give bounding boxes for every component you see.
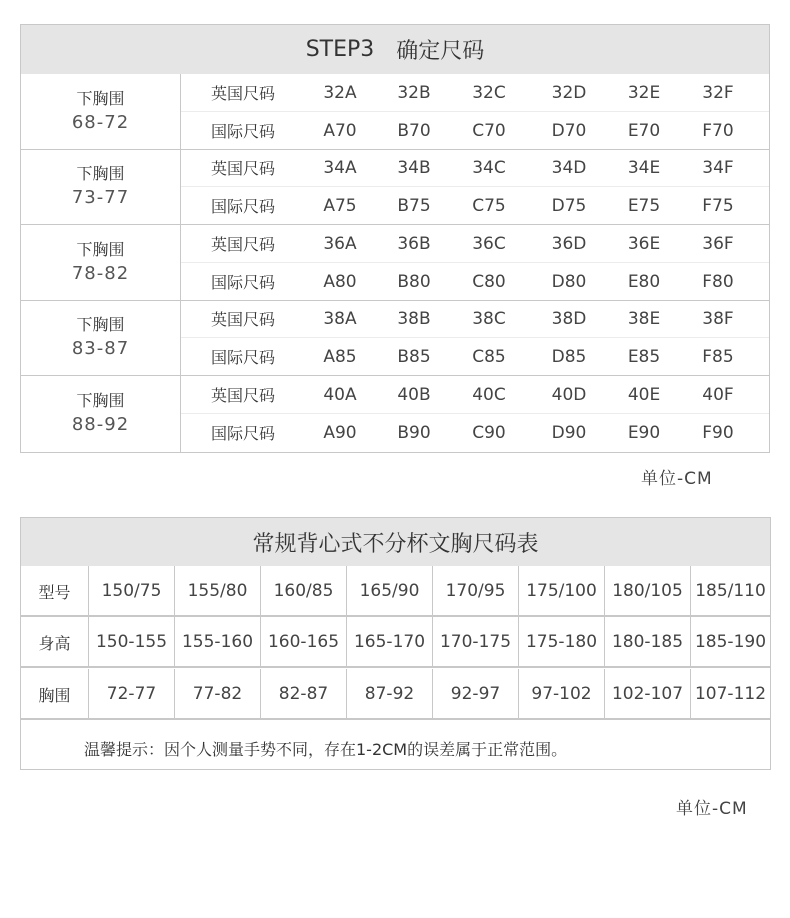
unit-label-2: 单位-CM: [676, 799, 748, 819]
size-cell: 34C: [472, 157, 506, 178]
size-cell: D70: [551, 120, 587, 141]
uk-size-row: [181, 376, 769, 413]
size-cell: C70: [472, 120, 506, 141]
size-cell: 38A: [323, 308, 357, 329]
size-cell: 40A: [323, 384, 357, 405]
vest-size-cell: 107-112: [694, 684, 767, 704]
uk-size-row: [181, 74, 769, 111]
vest-size-cell: 155/80: [175, 566, 261, 616]
size-cell: 34E: [627, 157, 661, 178]
vest-size-cell: 185/110: [695, 581, 766, 601]
under-bust-cell: [21, 225, 181, 301]
size-group: [21, 149, 769, 225]
size-cell: 34B: [397, 157, 431, 178]
vest-size-cell: 185-190: [694, 632, 767, 652]
under-bust-cell: [21, 376, 181, 452]
size-cell: F85: [702, 346, 734, 367]
size-cell: 34D: [551, 157, 587, 178]
size-system-label: 英国尺码: [211, 235, 276, 254]
vest-bra-size-table: [20, 517, 771, 770]
under-bust-range: 78-82: [71, 263, 130, 284]
size-cell: A90: [323, 422, 357, 443]
size-cell: C75: [472, 195, 506, 216]
step-title: 确定尺码: [396, 39, 485, 64]
size-cell: E70: [627, 120, 661, 141]
vest-size-cell: 160/85: [261, 566, 347, 616]
under-bust-label: 下胸围: [76, 240, 125, 259]
size-system-label: 国际尺码: [211, 348, 276, 367]
size-system-label: 英国尺码: [211, 84, 276, 103]
size-cell: D85: [551, 346, 587, 367]
vest-size-cell: 82-87: [261, 669, 347, 719]
size-cell: F80: [702, 271, 734, 292]
measurement-note: 温馨提示：因个人测量手势不同，存在1-2CM的误差属于正常范围。: [84, 740, 568, 759]
vest-table-title: 常规背心式不分杯文胸尺码表: [21, 518, 770, 566]
size-cell: 32A: [323, 82, 357, 103]
size-cell: 32F: [702, 82, 734, 103]
size-cell: B90: [397, 422, 431, 443]
size-group: [21, 376, 769, 452]
size-cell: 36B: [397, 233, 431, 254]
size-table-title: [21, 25, 769, 74]
size-cell: 38B: [397, 308, 431, 329]
row-header-cell: 胸围: [21, 669, 89, 719]
size-system-label: 国际尺码: [211, 424, 276, 443]
size-cell: 34F: [702, 157, 734, 178]
size-cell: E75: [627, 195, 661, 216]
size-cell: 38C: [472, 308, 506, 329]
uk-size-row: [181, 300, 769, 337]
under-bust-range: 88-92: [71, 414, 130, 435]
size-system-label: 国际尺码: [211, 273, 276, 292]
size-cell: C85: [472, 346, 506, 367]
size-cell: 36C: [472, 233, 506, 254]
size-cell: E85: [627, 346, 661, 367]
vest-size-row: [21, 566, 770, 616]
size-cell: D90: [551, 422, 587, 443]
intl-size-row: [181, 186, 769, 224]
under-bust-label: 下胸围: [76, 315, 125, 334]
vest-size-row: [21, 669, 770, 719]
size-group: [21, 225, 769, 301]
uk-size-row: [181, 225, 769, 262]
size-cell: 32B: [397, 82, 431, 103]
vest-size-cell: 180/105: [605, 566, 691, 616]
size-system-label: 英国尺码: [211, 310, 276, 329]
under-bust-range: 68-72: [71, 112, 130, 133]
size-cell: B85: [397, 346, 431, 367]
under-bust-range: 73-77: [71, 187, 130, 208]
vest-size-cell: 175/100: [519, 566, 605, 616]
vest-size-cell: 150/75: [89, 566, 175, 616]
intl-size-row: [181, 111, 769, 149]
intl-size-row: [181, 413, 769, 451]
size-cell: 40D: [551, 384, 587, 405]
uk-size-row: [181, 149, 769, 186]
size-cell: B70: [397, 120, 431, 141]
size-cell: A70: [323, 120, 357, 141]
vest-size-cell: 92-97: [433, 669, 519, 719]
size-cell: 40C: [472, 384, 506, 405]
vest-size-cell: 97-102: [519, 669, 605, 719]
vest-size-cell: 72-77: [89, 669, 175, 719]
size-cell: 34A: [323, 157, 357, 178]
size-cell: F75: [702, 195, 734, 216]
vest-size-cell: 160-165: [261, 617, 347, 667]
row-header-cell: 身高: [21, 617, 89, 667]
vest-size-cell: 175-180: [519, 617, 605, 667]
size-cell: A85: [323, 346, 357, 367]
size-system-label: 英国尺码: [211, 159, 276, 178]
intl-size-row: [181, 337, 769, 375]
size-cell: 40E: [627, 384, 661, 405]
size-group: [21, 300, 769, 376]
size-cell: 40F: [702, 384, 734, 405]
vest-size-cell: 155-160: [175, 617, 261, 667]
size-cell: B80: [397, 271, 431, 292]
size-cell: D80: [551, 271, 587, 292]
under-bust-cell: [21, 300, 181, 376]
size-group: [21, 74, 769, 150]
size-cell: 36A: [323, 233, 357, 254]
vest-size-cell: 87-92: [347, 669, 433, 719]
size-cell: 32D: [551, 82, 587, 103]
size-cell: A75: [323, 195, 357, 216]
vest-size-cell: 180-185: [605, 617, 691, 667]
vest-size-row: [21, 617, 770, 667]
size-cell: 40B: [397, 384, 431, 405]
under-bust-range: 83-87: [71, 338, 130, 359]
row-divider: [21, 666, 770, 668]
under-bust-cell: [21, 74, 181, 150]
step-label: STEP3: [305, 37, 375, 62]
under-bust-label: 下胸围: [76, 391, 125, 410]
under-bust-label: 下胸围: [76, 164, 125, 183]
under-bust-cell: [21, 149, 181, 225]
size-cell: 38F: [702, 308, 734, 329]
vest-size-cell: 165-170: [347, 617, 433, 667]
size-cell: 38E: [627, 308, 661, 329]
size-system-label: 英国尺码: [211, 386, 276, 405]
size-cell: 36D: [551, 233, 587, 254]
vest-size-cell: 170/95: [433, 566, 519, 616]
size-cell: D75: [551, 195, 587, 216]
size-cell: E90: [627, 422, 661, 443]
vest-size-cell: 165/90: [347, 566, 433, 616]
size-cell: 32E: [627, 82, 661, 103]
vest-size-cell: 102-107: [605, 669, 691, 719]
size-cell: F90: [702, 422, 734, 443]
row-header-cell: 型号: [21, 566, 89, 616]
size-cell: 32C: [472, 82, 506, 103]
intl-size-row: [181, 262, 769, 300]
vest-size-cell: 77-82: [175, 669, 261, 719]
vest-size-cell: 170-175: [433, 617, 519, 667]
size-cell: A80: [323, 271, 357, 292]
size-cell: B75: [397, 195, 431, 216]
size-cell: E80: [627, 271, 661, 292]
under-bust-label: 下胸围: [76, 89, 125, 108]
size-system-label: 国际尺码: [211, 122, 276, 141]
size-cell: 36E: [627, 233, 661, 254]
unit-label-1: 单位-CM: [641, 469, 713, 489]
row-divider: [21, 718, 770, 720]
size-cell: F70: [702, 120, 734, 141]
size-cell: 36F: [702, 233, 734, 254]
size-cell: C80: [472, 271, 506, 292]
size-cell: C90: [472, 422, 506, 443]
bra-size-table: [20, 24, 770, 453]
vest-size-cell: 150-155: [89, 617, 175, 667]
size-cell: 38D: [551, 308, 587, 329]
size-system-label: 国际尺码: [211, 197, 276, 216]
